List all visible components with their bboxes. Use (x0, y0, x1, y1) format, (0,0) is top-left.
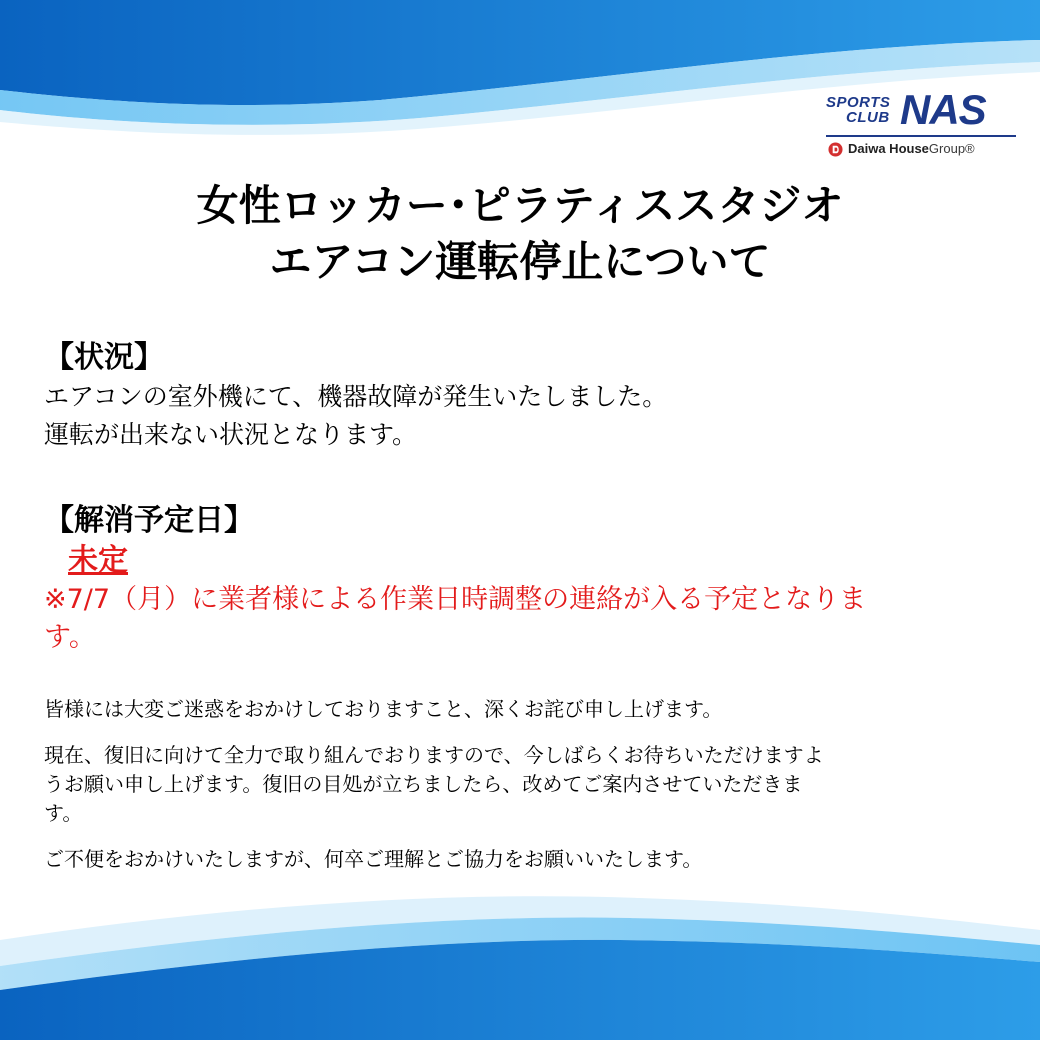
logo-sports-text: SPORTS (826, 94, 891, 111)
resolution-status: 未定 (68, 543, 128, 578)
daiwa-house-mark-icon (828, 142, 843, 157)
resolution-note-line-2: す。 (44, 622, 96, 653)
progress-message-line-1: 現在、復旧に向けて全力で取り組んでおりますので、今しばらくお待ちいただけますよ (44, 743, 824, 767)
spacer (44, 724, 1004, 741)
situation-line-2: 運転が出来ない状況となります。 (44, 420, 418, 449)
resolution-note-line-1: ※7/7（月）に業者様による作業日時調整の連絡が入る予定となりま (44, 584, 867, 615)
situation-heading: 【状況】 (44, 340, 164, 375)
page-title-line-1: 女性ロッカー･ピラティススタジオ (196, 181, 844, 230)
progress-message-line-2: うお願い申し上げます。復旧の目処が立ちましたら、改めてご案内させていただきま (44, 772, 803, 796)
spacer (44, 454, 1004, 501)
bottom-wave-decoration (0, 870, 1040, 1040)
situation-line-1: エアコンの室外機にて、機器故障が発生いたしました。 (44, 382, 668, 411)
notice-content (44, 338, 1004, 874)
logo-group-brand: Daiwa House (848, 141, 929, 156)
closing-message: ご不便をおかけいたしますが、何卒ご理解とご協力をお願いいたします。 (44, 847, 703, 871)
apology-message: 皆様には大変ご迷惑をおかけしておりますこと、深くお詫び申し上げます。 (44, 697, 723, 721)
page-title (0, 178, 1040, 290)
logo-club-text: CLUB (846, 109, 890, 126)
logo-nas-text: NAS (900, 86, 986, 133)
spacer (44, 828, 1004, 845)
logo-divider (826, 135, 1016, 137)
progress-message-line-3: す。 (44, 801, 83, 825)
spacer (44, 657, 1004, 695)
logo-group-text (848, 140, 975, 158)
sports-club-nas-logo (820, 88, 1020, 168)
resolution-heading: 【解消予定日】 (44, 503, 254, 538)
logo-group-suffix: Group® (928, 141, 975, 156)
page-title-line-2: エアコン運転停止について (269, 237, 771, 286)
